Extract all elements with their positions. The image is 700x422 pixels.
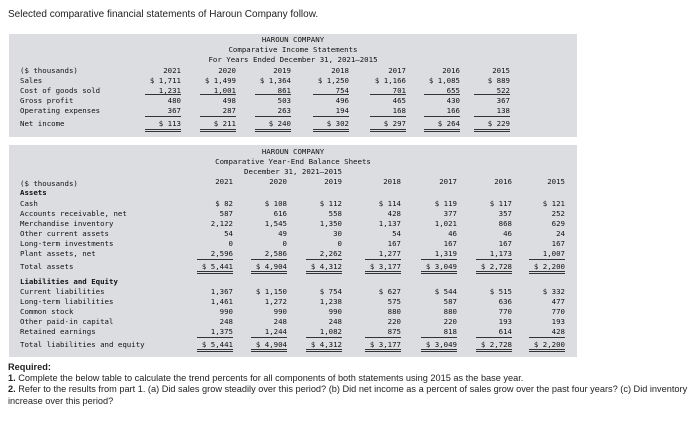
table-cell: $ 3,049 xyxy=(425,262,457,271)
table-cell: 138 xyxy=(496,106,510,115)
year-header-2019: 2019 xyxy=(273,66,291,75)
underline-rule xyxy=(251,271,287,272)
underline-rule xyxy=(529,351,565,352)
table-cell: 2,586 xyxy=(264,249,287,258)
row-label: Current liabilities xyxy=(20,287,105,296)
table-cell: $ 1,085 xyxy=(428,76,460,85)
year-header-2018: 2018 xyxy=(383,177,401,186)
underline-rule xyxy=(251,337,287,338)
table-cell: $ 121 xyxy=(542,199,565,208)
table-cell: 1,375 xyxy=(210,327,233,336)
table-cell: 248 xyxy=(219,317,233,326)
underline-rule xyxy=(197,351,233,352)
table-cell: 1,319 xyxy=(434,249,457,258)
table-cell: $ 108 xyxy=(264,199,287,208)
table-cell: $ 754 xyxy=(319,287,342,296)
underline-rule xyxy=(306,351,342,352)
table-cell: 1,007 xyxy=(542,249,565,258)
underline-rule xyxy=(255,116,291,117)
table-cell: $ 3,177 xyxy=(369,340,401,349)
underline-rule xyxy=(306,259,342,260)
table-cell: $ 2,728 xyxy=(480,340,512,349)
table-cell: 167 xyxy=(551,239,565,248)
row-label: Retained earnings xyxy=(20,327,96,336)
underline-rule xyxy=(421,349,457,350)
table-cell: 616 xyxy=(273,209,287,218)
underline-rule xyxy=(476,337,512,338)
underline-rule xyxy=(474,94,510,95)
underline-rule xyxy=(529,259,565,260)
table-cell: $ 4,312 xyxy=(310,340,342,349)
table-cell: $ 3,177 xyxy=(369,262,401,271)
underline-rule xyxy=(251,259,287,260)
table-cell: 377 xyxy=(443,209,457,218)
table-cell: 49 xyxy=(278,229,287,238)
underline-rule xyxy=(476,273,512,274)
table-cell: $ 4,904 xyxy=(255,262,287,271)
table-cell: $ 544 xyxy=(434,287,457,296)
underline-rule xyxy=(365,271,401,272)
underline-rule xyxy=(529,273,565,274)
table-cell: 629 xyxy=(551,219,565,228)
underline-rule xyxy=(145,129,181,130)
table-cell: 1,231 xyxy=(158,86,181,95)
underline-rule xyxy=(251,351,287,352)
table-cell: $ 2,200 xyxy=(533,340,565,349)
underline-rule xyxy=(476,349,512,350)
table-cell: $ 627 xyxy=(378,287,401,296)
table-cell: 770 xyxy=(498,307,512,316)
underline-rule xyxy=(145,116,181,117)
year-header-2021: 2021 xyxy=(163,66,181,75)
table-cell: $ 1,150 xyxy=(255,287,287,296)
underline-rule xyxy=(365,351,401,352)
table-cell: $ 1,166 xyxy=(374,76,406,85)
underline-rule xyxy=(529,271,565,272)
table-cell: 46 xyxy=(448,229,457,238)
row-label: Sales xyxy=(20,76,43,85)
underline-rule xyxy=(255,131,291,132)
table-cell: 0 xyxy=(228,239,233,248)
intro-text: Selected comparative financial statements of Haroun Company follow. xyxy=(8,9,319,20)
year-header-2020: 2020 xyxy=(218,66,236,75)
table-cell: $ 119 xyxy=(434,199,457,208)
year-header-2019: 2019 xyxy=(324,177,342,186)
table-cell: 990 xyxy=(328,307,342,316)
underline-rule xyxy=(197,349,233,350)
underline-rule xyxy=(145,131,181,132)
table-cell: 1,272 xyxy=(264,297,287,306)
table-cell: 990 xyxy=(219,307,233,316)
year-header-2020: 2020 xyxy=(269,177,287,186)
underline-rule xyxy=(145,94,181,95)
table-cell: 248 xyxy=(273,317,287,326)
table-cell: 430 xyxy=(446,96,460,105)
table-cell: 0 xyxy=(337,239,342,248)
table-cell: 428 xyxy=(551,327,565,336)
table-cell: 428 xyxy=(387,209,401,218)
income-period-title: For Years Ended December 31, 2021–2015 xyxy=(208,55,378,64)
underline-rule xyxy=(251,273,287,274)
year-header-2015: 2015 xyxy=(492,66,510,75)
table-cell: $ 211 xyxy=(213,119,236,128)
row-label: Gross profit xyxy=(20,96,74,105)
table-cell: 818 xyxy=(443,327,457,336)
table-cell: 636 xyxy=(498,297,512,306)
table-cell: 30 xyxy=(333,229,342,238)
table-cell: 220 xyxy=(387,317,401,326)
underline-rule xyxy=(424,129,460,130)
table-cell: $ 114 xyxy=(378,199,401,208)
table-cell: 248 xyxy=(328,317,342,326)
row-label: Merchandise inventory xyxy=(20,219,114,228)
balance-company-title: HAROUN COMPANY xyxy=(261,147,325,156)
row-label: Net income xyxy=(20,119,65,128)
year-header-2021: 2021 xyxy=(215,177,233,186)
table-cell: 477 xyxy=(551,297,565,306)
table-cell: 167 xyxy=(498,239,512,248)
balance-period-title: December 31, 2021–2015 xyxy=(244,167,342,176)
underline-rule xyxy=(529,349,565,350)
table-cell: 465 xyxy=(392,96,406,105)
underline-rule xyxy=(200,131,236,132)
table-cell: 357 xyxy=(498,209,512,218)
table-cell: 503 xyxy=(277,96,291,105)
row-label: Total assets xyxy=(20,262,74,271)
table-cell: $ 3,049 xyxy=(425,340,457,349)
table-cell: $ 1,364 xyxy=(259,76,291,85)
table-cell: 194 xyxy=(335,106,349,115)
underline-rule xyxy=(251,349,287,350)
underline-rule xyxy=(197,273,233,274)
table-cell: 655 xyxy=(446,86,460,95)
table-cell: 868 xyxy=(498,219,512,228)
year-header-2016: 2016 xyxy=(494,177,512,186)
underline-rule xyxy=(365,349,401,350)
underline-rule xyxy=(306,271,342,272)
table-cell: 496 xyxy=(335,96,349,105)
balance-statement-title: Comparative Year-End Balance Sheets xyxy=(215,157,371,166)
table-cell: 287 xyxy=(222,106,236,115)
balance-unit-label: ($ thousands) xyxy=(20,179,78,188)
table-cell: 498 xyxy=(222,96,236,105)
year-header-2018: 2018 xyxy=(331,66,349,75)
table-cell: 54 xyxy=(224,229,233,238)
table-cell: 587 xyxy=(219,209,233,218)
table-cell: $ 82 xyxy=(215,199,233,208)
underline-rule xyxy=(365,337,401,338)
income-unit-label: ($ thousands) xyxy=(20,66,78,75)
table-cell: 861 xyxy=(277,86,291,95)
underline-rule xyxy=(421,351,457,352)
table-cell: 1,021 xyxy=(434,219,457,228)
row-label: Common stock xyxy=(20,307,74,316)
table-cell: 1,173 xyxy=(489,249,512,258)
underline-rule xyxy=(255,129,291,130)
row-label: Operating expenses xyxy=(20,106,101,115)
underline-rule xyxy=(529,337,565,338)
table-cell: 754 xyxy=(335,86,349,95)
table-cell: $ 264 xyxy=(437,119,460,128)
table-cell: 2,596 xyxy=(210,249,233,258)
row-label: Cash xyxy=(20,199,38,208)
underline-rule xyxy=(474,116,510,117)
table-cell: 558 xyxy=(328,209,342,218)
required-item-2: 2. Refer to the results from part 1. (a) Did sales grow steadily over this period? (b) Did net income as a percent of sales grow over the past four years? (c) Did inventory increase over this period? xyxy=(8,384,688,406)
table-cell: 220 xyxy=(443,317,457,326)
table-cell: 367 xyxy=(167,106,181,115)
table-cell: 2,122 xyxy=(210,219,233,228)
table-cell: 2,262 xyxy=(319,249,342,258)
table-cell: 263 xyxy=(277,106,291,115)
underline-rule xyxy=(313,116,349,117)
table-cell: $ 1,711 xyxy=(149,76,181,85)
table-cell: 522 xyxy=(496,86,510,95)
row-label: Other paid-in capital xyxy=(20,317,114,326)
required-item-1: 1. Complete the below table to calculate the trend percents for all components of both statements using 2015 as the base year. xyxy=(8,373,524,384)
table-cell: $ 113 xyxy=(158,119,181,128)
table-cell: 990 xyxy=(273,307,287,316)
table-cell: 252 xyxy=(551,209,565,218)
row-label: Plant assets, net xyxy=(20,249,96,258)
table-cell: 166 xyxy=(446,106,460,115)
table-cell: 46 xyxy=(503,229,512,238)
table-cell: $ 4,904 xyxy=(255,340,287,349)
underline-rule xyxy=(365,259,401,260)
table-cell: 480 xyxy=(167,96,181,105)
underline-rule xyxy=(424,94,460,95)
income-company-title: HAROUN COMPANY xyxy=(261,35,325,44)
table-cell: 1,244 xyxy=(264,327,287,336)
table-cell: 1,350 xyxy=(319,219,342,228)
table-cell: 1,001 xyxy=(213,86,236,95)
income-statement-title: Comparative Income Statements xyxy=(228,45,358,54)
table-cell: 54 xyxy=(392,229,401,238)
table-cell: 1,082 xyxy=(319,327,342,336)
row-label: Accounts receivable, net xyxy=(20,209,127,218)
row-label: Other current assets xyxy=(20,229,109,238)
table-cell: $ 5,441 xyxy=(201,340,233,349)
underline-rule xyxy=(476,271,512,272)
underline-rule xyxy=(476,351,512,352)
table-cell: 193 xyxy=(551,317,565,326)
table-cell: 168 xyxy=(392,106,406,115)
table-cell: 880 xyxy=(387,307,401,316)
underline-rule xyxy=(197,259,233,260)
row-label: Cost of goods sold xyxy=(20,86,101,95)
underline-rule xyxy=(370,131,406,132)
underline-rule xyxy=(421,273,457,274)
table-cell: 24 xyxy=(556,229,565,238)
year-header-2016: 2016 xyxy=(442,66,460,75)
underline-rule xyxy=(474,131,510,132)
table-cell: $ 332 xyxy=(542,287,565,296)
underline-rule xyxy=(424,131,460,132)
underline-rule xyxy=(313,131,349,132)
underline-rule xyxy=(421,271,457,272)
year-header-2017: 2017 xyxy=(388,66,406,75)
table-cell: 875 xyxy=(387,327,401,336)
table-cell: $ 2,200 xyxy=(533,262,565,271)
year-header-2015: 2015 xyxy=(547,177,565,186)
underline-rule xyxy=(370,94,406,95)
underline-rule xyxy=(255,94,291,95)
table-cell: 167 xyxy=(387,239,401,248)
liabilities-equity-heading: Liabilities and Equity xyxy=(20,277,118,286)
underline-rule xyxy=(200,116,236,117)
table-cell: $ 1,250 xyxy=(317,76,349,85)
underline-rule xyxy=(197,337,233,338)
table-cell: 880 xyxy=(443,307,457,316)
table-cell: 193 xyxy=(498,317,512,326)
assets-heading: Assets xyxy=(20,188,47,197)
underline-rule xyxy=(200,94,236,95)
underline-rule xyxy=(197,271,233,272)
underline-rule xyxy=(306,273,342,274)
underline-rule xyxy=(370,116,406,117)
underline-rule xyxy=(421,259,457,260)
table-cell: $ 2,728 xyxy=(480,262,512,271)
underline-rule xyxy=(370,129,406,130)
year-header-2017: 2017 xyxy=(439,177,457,186)
table-cell: 1,238 xyxy=(319,297,342,306)
table-cell: 614 xyxy=(498,327,512,336)
table-cell: 587 xyxy=(443,297,457,306)
table-cell: $ 297 xyxy=(383,119,406,128)
table-cell: 701 xyxy=(392,86,406,95)
required-heading: Required: xyxy=(8,362,51,372)
table-cell: 770 xyxy=(551,307,565,316)
table-cell: $ 112 xyxy=(319,199,342,208)
row-label: Long-term liabilities xyxy=(20,297,114,306)
table-cell: 1,277 xyxy=(378,249,401,258)
table-cell: 1,545 xyxy=(264,219,287,228)
table-cell: $ 515 xyxy=(489,287,512,296)
underline-rule xyxy=(306,337,342,338)
table-cell: 367 xyxy=(496,96,510,105)
table-cell: 0 xyxy=(282,239,287,248)
underline-rule xyxy=(313,129,349,130)
table-cell: $ 117 xyxy=(489,199,512,208)
table-cell: $ 302 xyxy=(326,119,349,128)
table-cell: 575 xyxy=(387,297,401,306)
underline-rule xyxy=(424,116,460,117)
table-cell: $ 889 xyxy=(487,76,510,85)
row-label: Long-term investments xyxy=(20,239,114,248)
table-cell: 1,461 xyxy=(210,297,233,306)
table-cell: $ 1,499 xyxy=(204,76,236,85)
table-cell: $ 229 xyxy=(487,119,510,128)
underline-rule xyxy=(365,273,401,274)
table-cell: $ 5,441 xyxy=(201,262,233,271)
table-cell: 1,367 xyxy=(210,287,233,296)
table-cell: $ 240 xyxy=(268,119,291,128)
row-label: Total liabilities and equity xyxy=(20,340,145,349)
table-cell: 1,137 xyxy=(378,219,401,228)
underline-rule xyxy=(200,129,236,130)
underline-rule xyxy=(313,94,349,95)
required-section xyxy=(8,362,694,407)
underline-rule xyxy=(306,349,342,350)
table-cell: $ 4,312 xyxy=(310,262,342,271)
income-statement-panel xyxy=(9,34,577,137)
underline-rule xyxy=(476,259,512,260)
balance-sheet-panel xyxy=(9,145,577,357)
table-cell: 167 xyxy=(443,239,457,248)
underline-rule xyxy=(421,337,457,338)
underline-rule xyxy=(474,129,510,130)
